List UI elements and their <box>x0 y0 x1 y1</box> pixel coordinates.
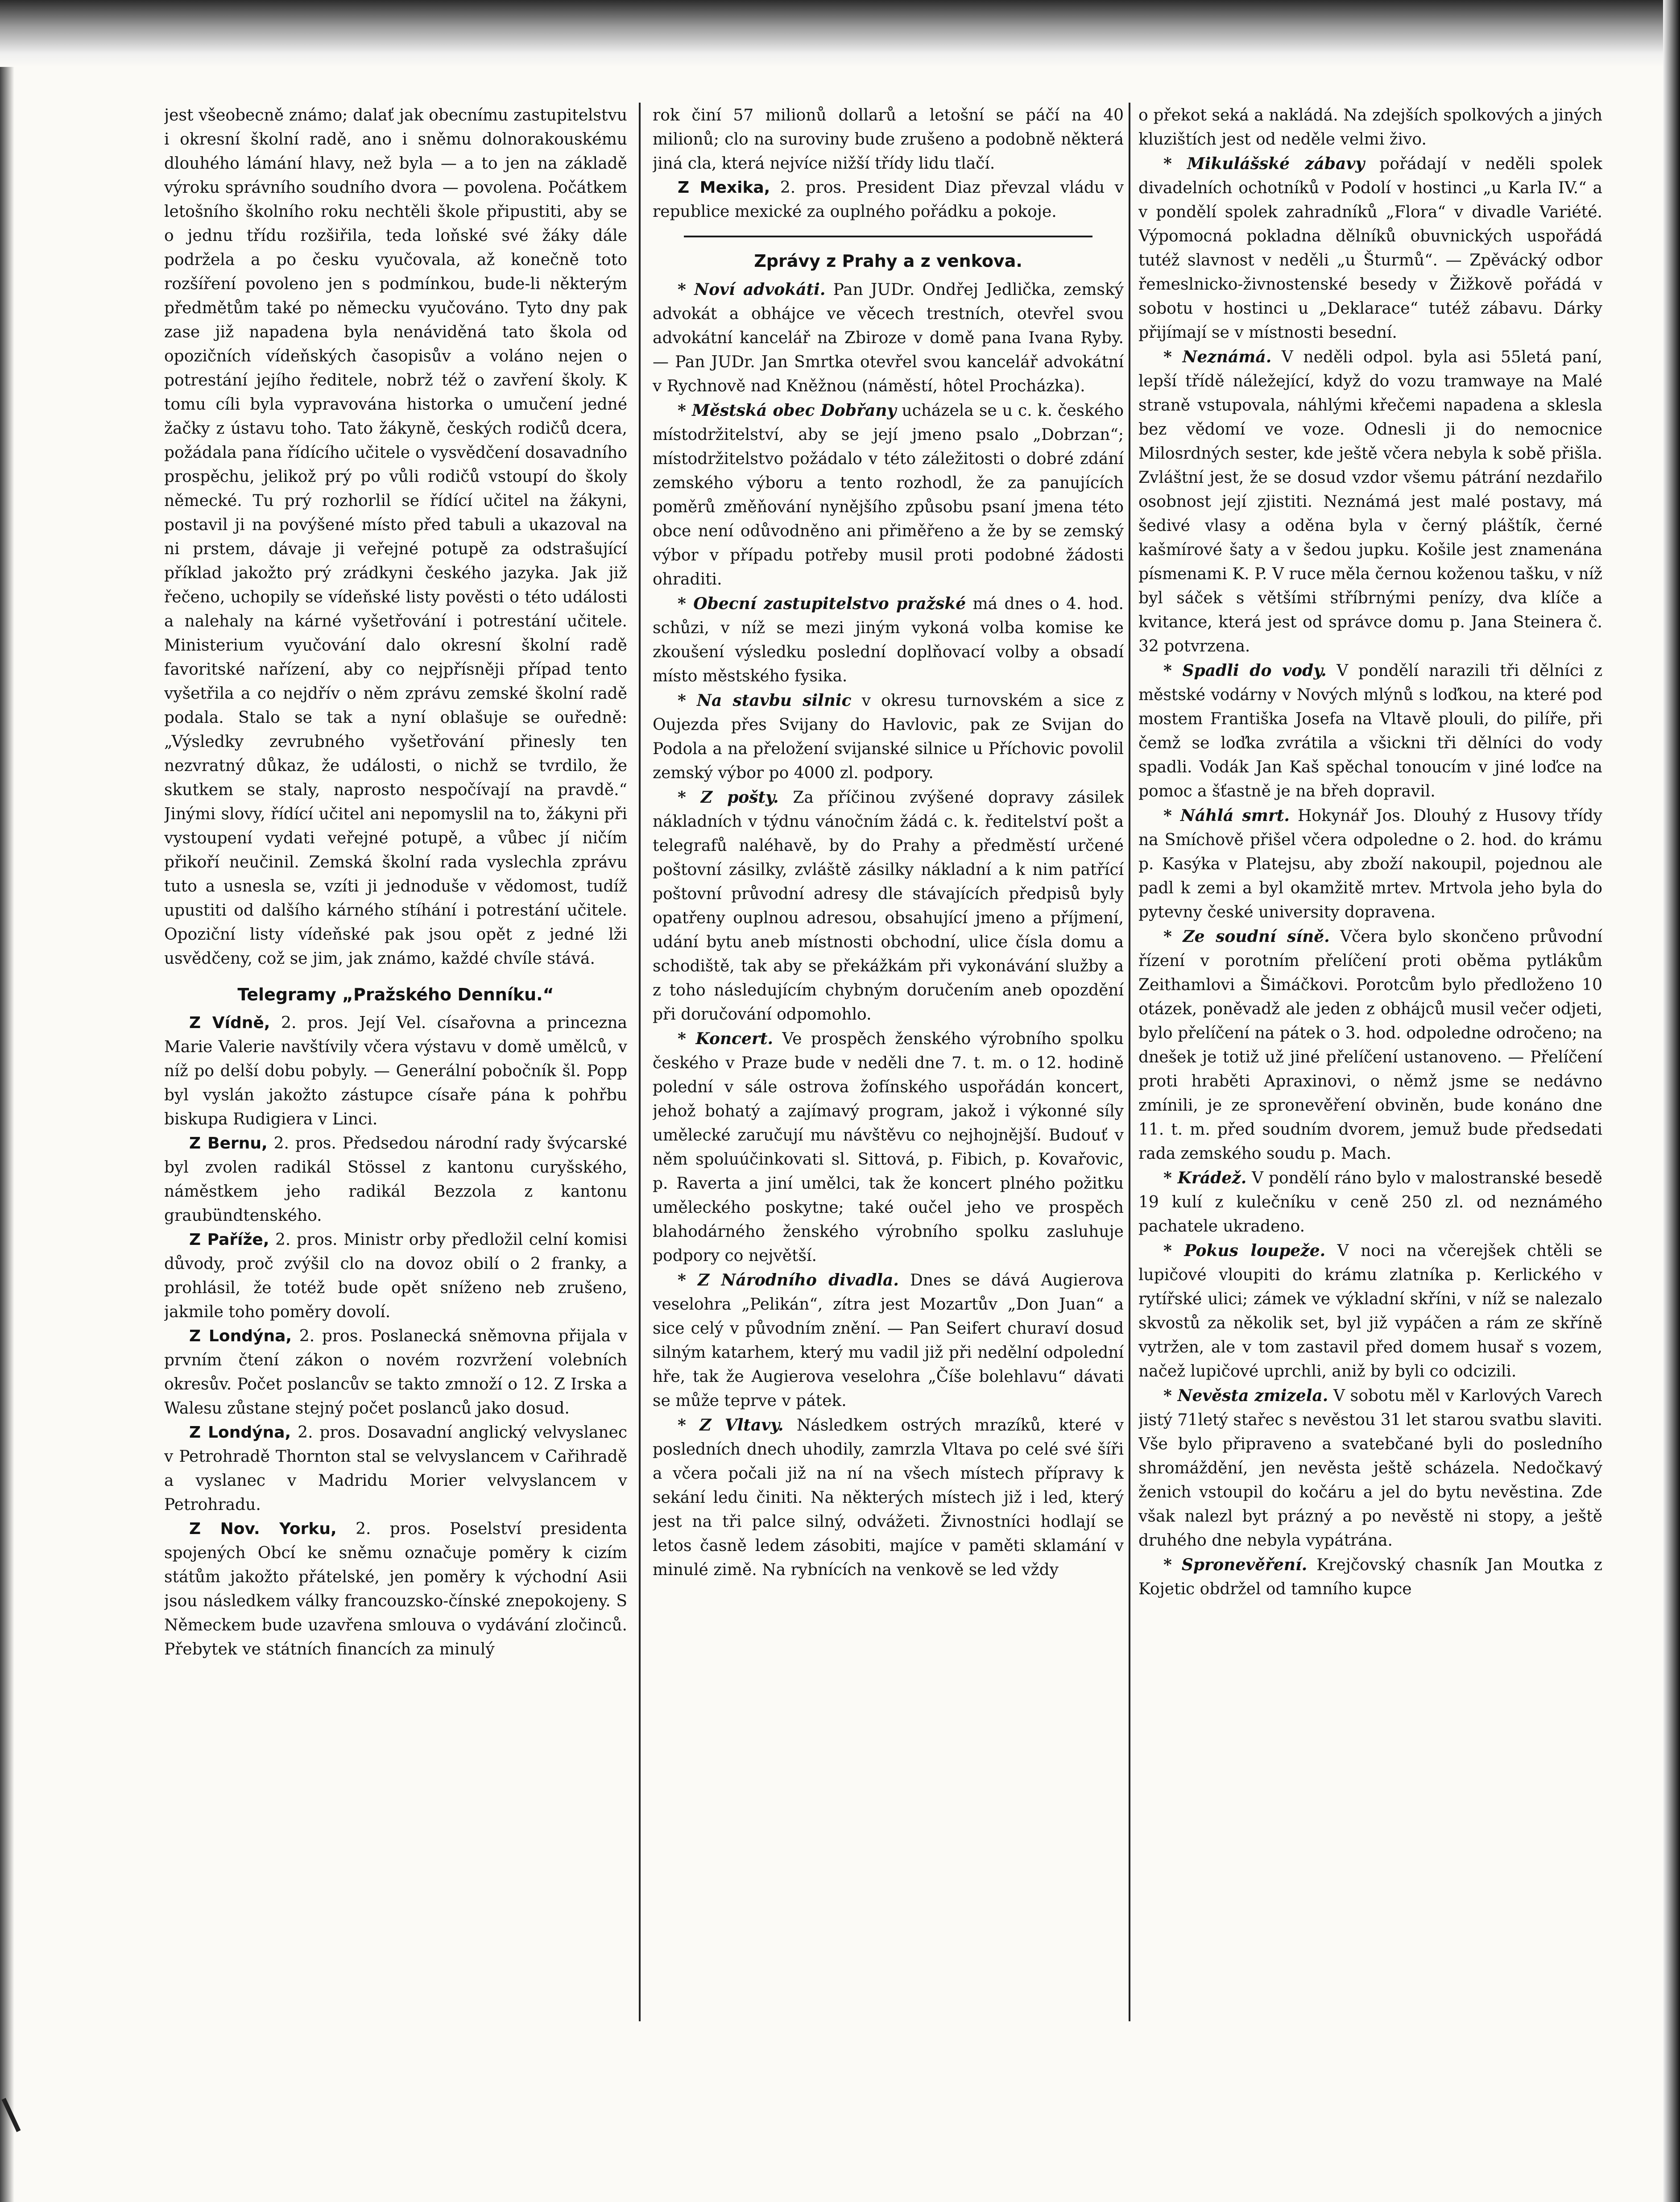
dateline: Z Paříže, <box>189 1231 269 1249</box>
news-kicker: * Spronevěření. <box>1163 1555 1308 1574</box>
news-kicker: * Náhlá smrt. <box>1163 806 1290 825</box>
dateline: Z Londýna, <box>189 1423 291 1442</box>
news-kicker: * Noví advokáti. <box>678 280 826 299</box>
news-item <box>1138 1384 1602 1553</box>
news-kicker: * Obecní zastupitelstvo pražské <box>678 594 966 613</box>
section-divider <box>684 236 1092 237</box>
telegram-text: 2. pros. President Diaz převzal vládu v republice mexické za ouplného pořádku a pokoje. <box>653 178 1124 221</box>
news-item <box>653 1027 1124 1268</box>
telegram-paris <box>164 1228 627 1324</box>
news-text: V neděli odpol. byla asi 55letá paní, lepší třídě náležející, když do vozu tramwaye na Malé straně vstupovala, náhlými křečemi napadena a sklesla bez vědomí ve voze. Odnesli ji do nemocnice Milosrdných sester, kde ještě včera nebyla k sobě přišla. Zvláštní jest, že se dosud vzdor všemu pátrání nezdařilo osobnost její zjistiti. Neznámá jest malé postavy, má šedivé vlasy a oděna byla v černý pláštík, černé kašmírové šaty a v šedou jupku. Košile jest znamenána písmenami K. P. V ruce měla černou koženou tašku, v níž byl sáček s většími stříbrnými penízy, dva klíče a kvitance, která jest od správce domu p. Jana Steinera č. 32 potvrzena. <box>1138 348 1602 655</box>
news-text: pořádají v neděli spolek divadelních ochotníků v Podolí v hostinci „u Karla IV.“ a v pondělí spolek zahradníků „Flora“ v divadle Variété. Výpomocná pokladna dělníků obuvnických uspořádá tutéž slavnost v neděli „u Šturmů“. — Zpěvácký odbor řemeslnicko-živnostenské besedy v Žižkově pořádá v sobotu v hostinci u „Deklarace“ tutéž zábavu. Dárky přijímají se v místnosti besední. <box>1138 155 1602 342</box>
telegram-continuation: rok činí 57 milionů dollarů a letošní se páčí na 40 milionů; clo na suroviny bude zrušeno a podobně některá jiná cla, která nejvíce nižší třídy lidu tlačí. <box>653 106 1124 173</box>
news-item <box>653 1268 1124 1413</box>
telegram-new-york <box>164 1517 627 1662</box>
telegram-text: 2. pros. Poselství presidenta spojených Obcí ke sněmu označuje poměry k cizím státům jakožto přátelské, jen poměry k východní Asii jsou následkem války francouzsko-čínské znepokojeny. S Německem bude uzavřena smlouva o vydávání zločinců. Přebytek ve státních financích za minulý <box>164 1520 627 1659</box>
news-item <box>653 398 1124 592</box>
news-text: v okresu turnovském a sice z Oujezda přes Svijany do Havlovic, pak ze Svijan do Podola a na přeložení svijanské silnice u Příchovic povolil zemský výbor po 4000 zl. podpory. <box>653 692 1124 782</box>
column-2 <box>653 104 1124 2013</box>
news-text: ucházela se u c. k. českého místodržitelství, aby se její jmeno psalo „Dobrzan“; místodržitelstvo požádalo v této záležitosti o dobré zdání zemského výboru a tento rozhodl, že za panujících poměrů změňování nynějšího způsobu psaní jmena této obce není odůvodněno ani přiměřeno a že by se zemský výbor v případu potřeby musil proti podobné žádosti ohraditi. <box>653 402 1124 589</box>
news-text: Dnes se dává Augierova veselohra „Pelikán“, zítra jest Mozartův „Don Juan“ a sice celý v původním znění. — Pan Seifert churaví dosud silným katarhem, který mu vadil již při nedělní odpolední hře, tak že Augierova veselohra „Číše bolehlavu“ dávati se může teprve v pátek. <box>653 1271 1124 1410</box>
news-text: Krejčovský chasník Jan Moutka z Kojetic obdržel od tamního kupce <box>1138 1556 1602 1598</box>
news-item <box>653 688 1124 785</box>
news-text: V pondělí ráno bylo v malostranské besedě 19 kulí z kulečníku v ceně 250 zl. od neznámého pachatele ukradeno. <box>1138 1169 1602 1236</box>
news-item <box>1138 1553 1602 1601</box>
news-kicker: * Koncert. <box>678 1029 773 1048</box>
news-kicker: * Krádež. <box>1163 1169 1247 1187</box>
news-item <box>1138 925 1602 1166</box>
news-kicker: * Neznámá. <box>1163 348 1272 366</box>
news-text: Ve prospěch ženského výrobního spolku českého v Praze bude v neděli dne 7. t. m. o 12. hodině polední v sále ostrova žofínského uspořádán koncert, jehož bohatý a zajímavý program, jakož i výkonné síly umělecké zaručují mu návštěvu co nejhojnější. Budouť v něm spoluúčinkovati sl. Sittová, p. Fibich, p. Kovařovic, p. Raverta a jiní umělci, tak že koncert plného požitku uměleckého poskytne; také oučel jeho ve prospěch blahodárného ženského výrobního spolku zasluhuje podpory co největší. <box>653 1030 1124 1265</box>
scan-shadow-top <box>0 0 1680 67</box>
telegrams-heading: Telegramy „Pražského Denníku.“ <box>237 985 554 1004</box>
news-heading: Zprávy z Prahy a z venkova. <box>754 251 1022 271</box>
telegram-vienna <box>164 1011 627 1132</box>
telegram-text: 2. pros. Poslanecká sněmovna přijala v prvním čtení zákon o novém rozvržení volebních okresův. Počet poslancův se takto zmnoží o 12. Z Irska a Walesu zůstane stejný počet poslanců jako dosud. <box>164 1327 627 1418</box>
news-item <box>653 1413 1124 1582</box>
dateline: Z Londýna, <box>189 1327 292 1345</box>
column-rule-2 <box>1129 103 1130 2021</box>
news-kicker: * Ze soudní síně. <box>1163 927 1330 946</box>
telegram-london-2 <box>164 1421 627 1517</box>
news-text: Včera bylo skončeno průvodní řízení v porotním přelíčení proti oběma pytlákům Zeithamlovi a Šimáčkovi. Porotcům bylo předloženo 10 otázek, poněvadž ale jeden z obhájců musil večer odjeti, bylo přelíčení na pátek o 3. hod. odpoledne odročeno; na dnešek je totiž už jiné přelíčení ustanoveno. — Přelíčení proti hraběti Apraxinovi, o němž jsme se nedávno zmínili, je ze spronevěření obviněn, bude konáno dne 11. t. m. před soudním dvorem, jemuž bude předsedati rada zemského soudu p. Mach. <box>1138 928 1602 1163</box>
news-kicker: * Mikulášské zábavy <box>1163 154 1365 173</box>
telegram-text: 2. pros. Ministr orby předložil celní komisi důvody, proč zvýšil clo na dovoz obilí o 2 franky, a prohlásil, že totéž bude opět sníženo neb zrušeno, jakmile toho poměry dovolí. <box>164 1231 627 1321</box>
news-item <box>653 592 1124 688</box>
scan-shadow-left <box>0 67 14 2202</box>
news-kicker: * Z Vltavy. <box>678 1416 784 1435</box>
news-kicker: * Pokus loupeže. <box>1163 1241 1326 1260</box>
article-continuation: jest všeobecně známo; dalať jak obecnímu zastupitelstvu i okresní školní radě, ano i sněmu dolnorakouskému dlouhého lámání hlavy, než byla — a to jen na základě výroku správního soudního dvora — povolena. Počátkem letošního školního roku nechtěli škole připustiti, aby se o jednu třídu rozšiřila, teda loňské své žáky dále podržela a po česku vyučovala, až konečně toto rozšíření povoleno jen s podmínkou, bude-li některým předmětům také po německu vyučováno. Tyto dny pak zase již napadena byla nenáviděná tato škola od opozičních vídeňských časopisův a voláno nejen o potrestání jejího ředitele, nobrž též o zavření školy. K tomu cíli byla vypravována historka o umučení jedné žačky z ústavu toho. Tato žákyně, českých rodičů dcera, požádala pana řídícího učitele o vysvědčení dosavadního prospěchu, jelikož prý po vůli rodičů vstoupí do školy německé. Tu prý rozhorlil se řídící učitel na žákyni, postavil ji na povýšené místo před tabuli a ukazoval na ni prstem, dávaje ji veřejné potupě za odstrašující příklad jakožto prý zrádkyni českého jazyka. Jak již řečeno, uchopily se vídeňské listy pověsti o této události a nalehaly na kárné vyšetřování i potrestání učitele. Ministerium vyučování dalo okresní školní radě favoritské nařízení, aby co nejpřísněji případ tento vyšetřila a co nejdřív o něm zprávu zemské školní radě podala. Stalo se tak a nyní oblašuje se ouředně: „Výsledky zevrubného vyšetřování přinesly ten nezvratný důkaz, že události, o nichž se tvrdilo, že skutkem se staly, naprosto nespočívají na pravdě.“ Jinými slovy, řídící učitel ani nepomyslil na to, žákyni při vystoupení vydati veřejné potupě, a vůbec jí ničím přikoří neučinil. Zemská školní rada vyslechla zprávu tuto a usnesla se, vzíti ji jednoduše v vědomost, tudíž upustiti od dalšího kárného stíhání i potrestání učitele. Opoziční listy vídeňské pak jsou opět z jedné lži usvědčeny, což se jim, jak známo, každé chvíle stává. <box>164 106 627 968</box>
news-kicker: * Z pošty. <box>678 788 779 807</box>
news-item <box>1138 345 1602 659</box>
news-kicker: * Na stavbu silnic <box>678 691 852 710</box>
news-continuation: o překot seká a nakládá. Na zdejších spolkových a jiných kluzištích jest od neděle velmi živo. <box>1138 106 1602 149</box>
column-rule-1 <box>639 103 641 2021</box>
dateline: Z Vídně, <box>189 1014 270 1032</box>
telegram-text: 2. pros. Její Vel. císařovna a princezna Marie Valerie navštívily včera výstavu v domě umělců, v níž po delší dobu pobyly. — Generální pobočník šl. Popp byl vyslán jakožto zástupce císaře pána k pohřbu biskupa Rudigiera v Linci. <box>164 1014 627 1128</box>
news-item <box>653 278 1124 398</box>
news-text: Pan JUDr. Ondřej Jedlička, zemský advokát a obhájce ve věcech trestních, otevřel svou advokátní kancelář na Zbiroze v domě pana Ivana Ryby. — Pan JUDr. Jan Smrtka otevřel svou kancelář advokátní v Rychnově nad Kněžnou (náměstí, hôtel Procházka). <box>653 281 1124 395</box>
news-text: V sobotu měl v Karlových Varech jistý 71letý stařec s nevěstou 31 let starou svatbu slaviti. Vše bylo připraveno a svatebčané byli do posledního shromáždění, jen nevěsta ještě scházela. Nedočkavý ženich vstoupil do kočáru a jel do bytu nevěstina. Zde však nalezl byt prázný a po nevěstě ni stopy, a ještě druhého dne nebyla vypátrána. <box>1138 1387 1602 1550</box>
dateline: Z Bernu, <box>189 1134 268 1153</box>
news-item <box>1138 1239 1602 1384</box>
news-item <box>653 785 1124 1027</box>
news-text: Následkem ostrých mrazíků, které v posledních dnech uhodily, zamrzla Vltava po celé své šíři a včera počali již na ní na všech místech přípravy k sekání ledu činiti. Na některých místech již i led, který jest na tři palce silný, odvážeti. Živnostníci hodlají se letos časně ledem zásobiti, majíce v paměti sklamání v minulé zimě. Na rybnících na venkově se led vždy <box>653 1416 1124 1579</box>
news-item <box>1138 659 1602 804</box>
dateline: Z Mexika, <box>678 178 770 197</box>
news-kicker: * Nevěsta zmizela. <box>1163 1386 1328 1405</box>
news-kicker: * Spadli do vody. <box>1163 661 1327 680</box>
news-text: Hokynář Jos. Dlouhý z Husovy třídy na Smíchově přišel včera odpoledne o 2. hod. do krámu p. Kasýka v Platejsu, aby zboží nakoupil, pojednou ale padl k zemi a byl okamžitě mrtev. Mrtvola jeho byla do pytevny české university dopravena. <box>1138 807 1602 921</box>
column-3 <box>1138 104 1602 2013</box>
news-kicker: * Městská obec Dobřany <box>678 401 897 420</box>
telegram-london-1 <box>164 1324 627 1421</box>
dateline: Z Nov. Yorku, <box>189 1520 337 1538</box>
news-kicker: * Z Národního divadla. <box>678 1271 899 1290</box>
telegram-text: 2. pros. Dosavadní anglický velvyslanec v Petrohradě Thornton stal se velvyslancem v Cařihradě a vyslanec v Madridu Morier velvyslancem v Petrohradu. <box>164 1423 627 1514</box>
news-text: Za příčinou zvýšené dopravy zásilek nákladních v týdnu vánočním žádá c. k. ředitelství pošt a telegrafů naléhavě, by do Prahy a předměstí určené poštovní zásilky, zvláště zásilky nákladní a k nim patřící poštovní průvodní adresy dle stávajících předpisů byly opatřeny ouplnou adresou, obsahující jmeno a příjmení, udání bytu aneb místnosti obchodní, ulice čísla domu a schodiště, tak aby se překážkám při vykonávání služby a z toho následujícím chybným doručením aneb opozdění při doručování odpomohlo. <box>653 788 1124 1024</box>
telegram-mexico <box>653 176 1124 224</box>
news-text: V pondělí narazili tři dělníci z městské vodárny v Nových mlýnů s loďkou, na které pod mostem Františka Josefa na Vltavě plouli, do pilíře, při čemž se loďka zvrátila a všickni tři dělníci do vody spadli. Vodák Jan Kaš spěchal tonoucím v jiné loďce na pomoc a šťastně je na břeh dopravil. <box>1138 662 1602 800</box>
column-1 <box>164 104 627 2013</box>
news-item <box>1138 804 1602 925</box>
telegram-text: 2. pros. Předsedou národní rady švýcarské byl zvolen radikál Stössel z kantonu curyšského, náměstkem jeho radikál Bezzola z kantonu graubündtenského. <box>164 1134 627 1225</box>
scan-shadow-right <box>1663 0 1680 2202</box>
telegram-bern <box>164 1132 627 1228</box>
news-item <box>1138 152 1602 345</box>
news-item <box>1138 1166 1602 1239</box>
news-text: má dnes o 4. hod. schůzi, v níž se mezi jiným vykoná volba komise ke zkoušení výsledku poslední doplňovací volby a obsadí místo městského fysika. <box>653 595 1124 685</box>
news-text: V noci na včerejšek chtěli se lupičové vloupiti do krámu zlatníka p. Kerlického v rytířské ulici; zámek ve výkladní skříni, v níž se nalezalo skvostů za několik set, byl již vypáčen a rám ze skříně vytržen, ale v tom zastavil před domem husař s vozem, načež lupičové uprchli, aniž by byli co odcizili. <box>1138 1242 1602 1381</box>
